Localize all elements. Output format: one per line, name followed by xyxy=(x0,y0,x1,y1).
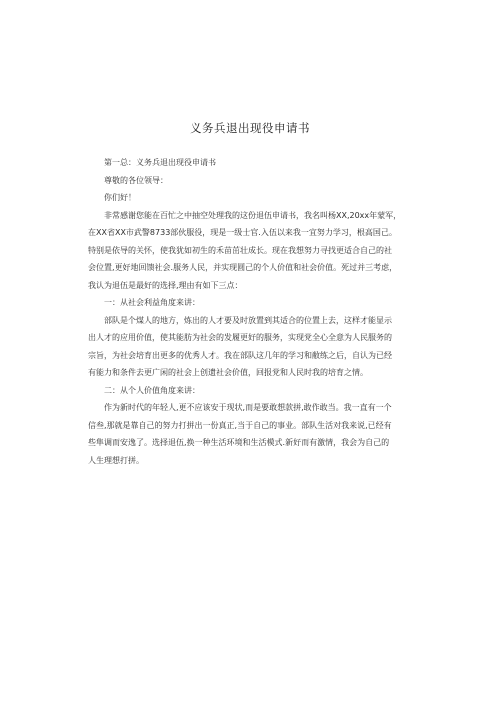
body-line: 二：从个人价值角度来讲： xyxy=(104,385,200,395)
body-line: 有能力和条件去更广闲的社会上创遗社会价值，回报党和人民时我的培育之情。 xyxy=(88,368,368,377)
body-line: 人生理想打拼。 xyxy=(88,455,144,465)
body-line: 尊敬的各位领导： xyxy=(104,175,168,185)
body-line: 非常感谢您能在百忙之中抽空处理我的这份退伍申请书，我名叫杨XX,20xx年蒙军， xyxy=(104,210,402,220)
document-title: 义务兵退出现役申请书 xyxy=(190,121,310,135)
document-body xyxy=(88,154,420,469)
body-line: 信叁,那就是靠自己的努力打拼出一份真正,当于自己的事业。部队生活对我来说,已经有 xyxy=(88,420,392,430)
body-line: 出人才的应用价值，使其能肪为社会的发履更好的服务，实现党全心全意为人民服务的 xyxy=(88,333,392,342)
body-line: 会位置,更好地回馈社会.服务人民，并实现圆己的个人价值和社会价值。死过并三考虑， xyxy=(88,263,398,272)
body-line: 你们好！ xyxy=(104,193,136,202)
body-line: 宗旨，为社会培育出更多的优秀人才。我在部队这几年的学习和敝练之后，自认为已经 xyxy=(88,350,392,360)
body-line: 特别是依导的关怀，使我犹如初生的禾苗茁壮成长。现在我想努力寻找更适合自己的社 xyxy=(88,245,392,255)
body-line: 部队是个煤人的地方，炼出的人才要及时放置到其适合的位置上去，这样才能显示 xyxy=(104,315,392,325)
body-line: 一：从社会利益角度来讲： xyxy=(104,298,200,307)
body-line: 我认为退伍是最好的选择,理由有如下三点： xyxy=(88,280,243,290)
body-line: 些隼调而安逸了。选择退伍,换一种生活环境和生活模式.新好而有激情，我会为自己的 xyxy=(88,438,390,447)
body-line: 作为新时代的年轻人,更不应该安于现状,而是要敢想款拼,敢作敢当。我一直有一个 xyxy=(104,403,392,412)
body-line: 第一总：义务兵退出现役申请书 xyxy=(104,158,216,167)
body-line: 在XX省XX市武警8733部伙服役，现是一级士官.入伍以来我一宜努力学习，根高国己。 xyxy=(88,228,397,237)
